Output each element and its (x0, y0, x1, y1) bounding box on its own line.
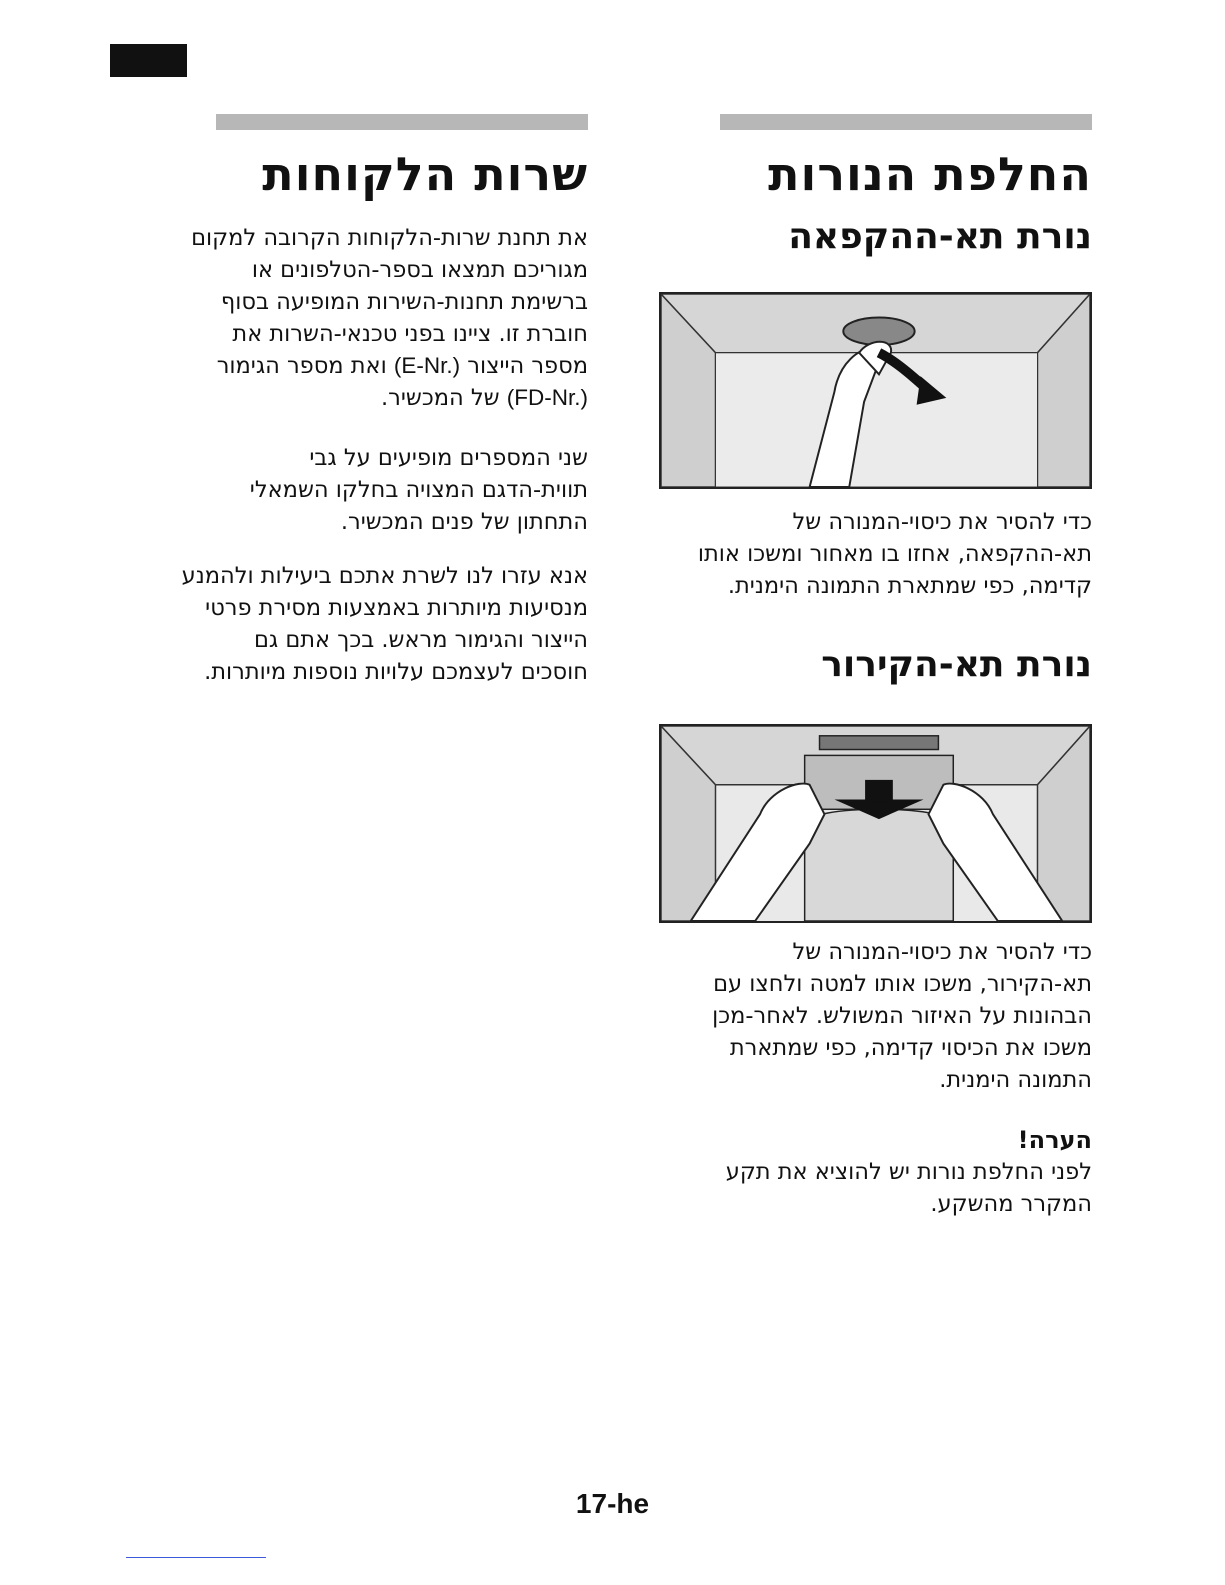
text-line: משכו את הכיסוי קדימה, כפי שמתארת (729, 1035, 1092, 1061)
cooler-lamp-text (622, 936, 1092, 1096)
text-line: שני המספרים מופיעים על גבי (309, 445, 588, 471)
text-line: קדימה, כפי שמתארת התמונה הימנית. (727, 573, 1092, 599)
text-line: חוסכים לעצמכם עלויות נוספות מיותרות. (204, 659, 588, 685)
text-line: כדי להסיר את כיסוי-המנורה של (792, 509, 1092, 535)
customer-service-column (216, 114, 588, 204)
e-nr-label: (E-Nr.) (393, 353, 461, 378)
text-line: תווית-הדגם המצויה בחלקו השמאלי (249, 477, 588, 503)
text-line: אנא עזרו לנו לשרת אתכם ביעילות ולהמנע (181, 563, 588, 589)
text-line: התחתון של פנים המכשיר. (340, 509, 588, 535)
text-line: חוברת זו. ציינו בפני טכנאי-השרות את (232, 321, 588, 347)
text-fragment: מספר הייצור (467, 353, 588, 379)
text-line: מגוריכם תמצאו בספר-הטלפונים או (251, 257, 588, 283)
text-line: הבהונות על האיזור המשולש. לאחר-מכן (712, 1003, 1092, 1029)
cooler-lamp-heading: נורת תא-הקירור (821, 644, 1092, 685)
freezer-lamp-text (622, 506, 1092, 602)
freezer-lamp-figure (659, 292, 1092, 489)
text-line (98, 382, 588, 414)
fd-nr-label: (FD-Nr.) (506, 385, 588, 410)
footer-rule (126, 1557, 266, 1558)
text-line: לפני החלפת נורות יש להוציא את תקע (725, 1159, 1092, 1185)
text-line: ברשימת תחנות-השירות המופיעה בסוף (220, 289, 588, 315)
service-section-title: שרות הלקוחות (262, 147, 588, 201)
service-paragraph-2 (98, 442, 588, 538)
lamp-replacement-column (720, 114, 1092, 204)
text-line: כדי להסיר את כיסוי-המנורה של (792, 939, 1092, 965)
section-bar (216, 114, 588, 130)
text-line: את תחנת שרות-הלקוחות הקרובה למקום (191, 225, 588, 251)
text-line: התמונה הימנית. (939, 1067, 1092, 1093)
service-paragraph-1 (98, 222, 588, 414)
lamp-section-title: החלפת הנורות (768, 147, 1092, 201)
text-fragment: של המכשיר. (381, 385, 500, 411)
note-title: הערה! (1017, 1126, 1092, 1154)
text-fragment: ואת מספר הגימור (216, 353, 387, 379)
text-line: תא-הקירור, משכו אותו למטה ולחצו עם (713, 971, 1092, 997)
text-line: הייצור והגימור מראש. בכך אתם גם (253, 627, 588, 653)
cooler-lamp-figure (659, 724, 1092, 923)
note-block (622, 1124, 1092, 1220)
page-marker-tab (110, 44, 187, 77)
text-line: תא-ההקפאה, אחזו בו מאחור ומשכו אותו (697, 541, 1092, 567)
page-number: 17-he (575, 1488, 650, 1519)
text-line (98, 350, 588, 382)
freezer-lamp-heading: נורת תא-ההקפאה (788, 216, 1092, 257)
text-line: המקרר מהשקע. (930, 1191, 1092, 1217)
section-bar (720, 114, 1092, 130)
text-line: מנסיעות מיותרות באמצעות מסירת פרטי (205, 595, 588, 621)
service-paragraph-3 (98, 560, 588, 688)
